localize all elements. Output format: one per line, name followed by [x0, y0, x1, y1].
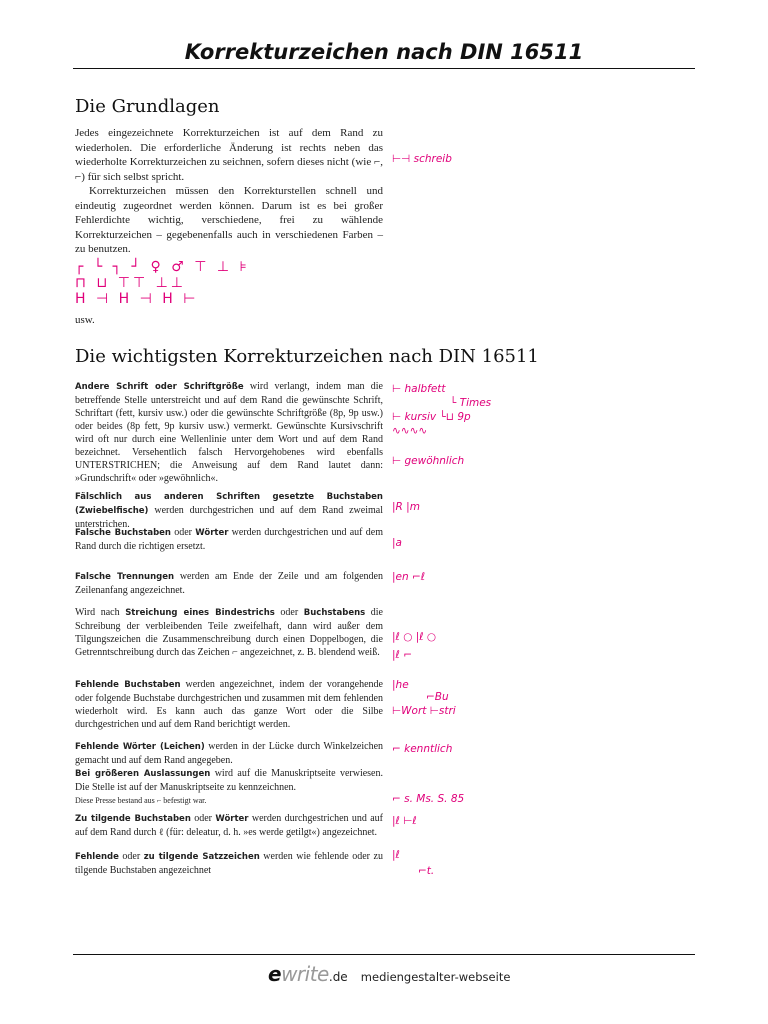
- rule-title: Fehlende Buchstaben: [75, 680, 181, 690]
- header-rule: [73, 38, 695, 69]
- footer-site: mediengestalter-webseite: [360, 970, 511, 984]
- rule-text: Wird nach: [75, 607, 126, 618]
- rule-title: Falsche Buchstaben: [75, 528, 171, 538]
- margin-kursiv: ⊢ kursiv └⊔ 9p: [392, 411, 471, 423]
- rule-title: Wörter: [215, 814, 249, 824]
- rule-text: wird verlangt, indem man die betreffende Stelle unterstreicht und auf dem Rand die gewünschte Schrift, Schriftart (fett, kursiv usw.) oder die gewünschte Schriftgröße (8p, 9p usw.) oder beides (8p fett, 9p kursiv usw.) vermerkt. Gewünschte Kursivschrift wird oft nur durch eine Wellenlinie unter dem Wort und auf dem Rand bezeichnet. Versehentlich falsch Hervorgehobenes wird ebenfalls UNTERSTRICHEN; die Anweisung auf dem Rand lautet dann: »Grundschrift« oder »gewöhnlich«.: [75, 381, 383, 484]
- rule-zwiebelfische: [75, 490, 383, 531]
- rule-text: oder: [274, 607, 304, 618]
- rule-text: werden wie fehlende oder zu tilgende Buchstaben angezeichnet: [75, 851, 383, 876]
- margin-satzzeichen-1: |ℓ: [392, 849, 400, 861]
- rule-text: die Schreibung der verbleibenden Teile zweifelhaft, dann wird außer dem Tilgungszeichen die Zusammenschreibung durch einen Doppelbogen, die Getrenntschreibung durch das Zeichen ⌐ angezeichnet, z. B. blendend weiß.: [75, 607, 383, 658]
- margin-note-schreib: ⊢⊣ schreib: [392, 153, 452, 165]
- rule-andere-schrift: [75, 380, 383, 485]
- margin-zwiebelfische: |R |m: [392, 501, 420, 513]
- symbols-row-2: ⊓ ⊔ ⊤⊤ ⊥⊥: [75, 275, 186, 291]
- rule-bindestrich: [75, 606, 383, 659]
- symbols-row-3: H ⊣ H ⊣ H ⊢: [75, 291, 199, 307]
- rule-title: Fehlende Wörter (Leichen): [75, 742, 205, 752]
- rule-title: Andere Schrift oder Schriftgröße: [75, 382, 244, 392]
- logo-e: e: [268, 962, 282, 986]
- logo-rest: write: [281, 962, 329, 986]
- rule-text: werden angezeichnet, indem der vorangehende oder folgende Buchstabe durchgestrichen und zusammen mit dem fehlenden wiederholt wird. Es kann auch das ganze Wort oder die Silbe durchgestrichen und auf dem Rand berichtigt werden.: [75, 679, 383, 730]
- rule-title: Fehlende: [75, 852, 119, 862]
- grundlagen-para1: Jedes eingezeichnete Korrekturzeichen ist auf dem Rand zu wiederholen. Die erforderliche Änderung ist rechts neben das wiederholte Korrekturzeichen zu seichnen, sofern dieses nicht (wie ⌐, ⌐) für sich selbst spricht.: [75, 127, 383, 183]
- margin-wave: ∿∿∿∿: [392, 425, 428, 437]
- rule-example: Diese Presse bestand aus ⌐ befestigt war.: [75, 796, 207, 805]
- page-title: Korrekturzeichen nach DIN 16511: [184, 40, 584, 64]
- rule-text: werden durchgestrichen und auf dem Rand durch die richtigen ersetzt.: [75, 527, 383, 552]
- margin-bindestrich-2: |ℓ ⌐: [392, 649, 413, 661]
- symbols-row-1: ┌ └ ┐ ┘ ♀ ♂ ⊤ ⊥ ⊧: [75, 259, 250, 275]
- brand-logo: [268, 962, 329, 986]
- rule-falsche-buchstaben: [75, 526, 383, 553]
- rule-title: Bei größeren Auslassungen: [75, 769, 211, 779]
- margin-falsche-buchstaben: |a: [392, 537, 402, 549]
- rule-title: Streichung eines Bindestrichs: [125, 608, 275, 618]
- margin-times: └ Times: [450, 397, 492, 409]
- margin-he: |he: [392, 679, 409, 691]
- margin-ms-s85: ⌐ s. Ms. S. 85: [392, 793, 465, 805]
- rule-text: oder: [170, 527, 196, 538]
- rule-satzzeichen: [75, 850, 383, 877]
- rule-text: werden durchgestrichen und auf dem Rand zweimal unterstrichen.: [75, 505, 383, 530]
- margin-satzzeichen-2: ⌐t.: [418, 865, 435, 877]
- rule-title: Fälschlich aus anderen Schriften gesetzte Buchstaben (Zwiebelfische): [75, 492, 383, 516]
- rule-tilgende-buchstaben: [75, 812, 383, 839]
- rule-text: werden am Ende der Zeile und am folgenden Zeilenanfang angezeichnet.: [75, 571, 383, 596]
- margin-halbfett: ⊢ halbfett: [392, 383, 446, 395]
- rule-text: werden durchgestrichen und auf auf dem Rand durch ℓ (für: deleatur, d. h. »es werde getilgt«) angezeichnet.: [75, 813, 383, 838]
- section-heading-wichtigsten: Die wichtigsten Korrekturzeichen nach DIN 16511: [75, 346, 539, 367]
- margin-bindestrich-1: |ℓ ○ |ℓ ○: [392, 631, 437, 643]
- footer-brand: [268, 962, 510, 986]
- rule-title: zu tilgende Satzzeichen: [143, 852, 260, 862]
- margin-wort: ⊢Wort ⊢stri: [392, 705, 456, 717]
- rule-text: oder: [190, 813, 216, 824]
- logo-tld: .de: [328, 970, 348, 984]
- footer-rule: [73, 954, 695, 955]
- rule-text: wird auf die Manuskriptseite verwiesen. Die Stelle ist auf der Manuskriptseite zu kennzeichnen.: [75, 768, 383, 793]
- margin-deleatur: |ℓ ⊢ℓ: [392, 815, 417, 827]
- margin-trennungen: |en ⌐ℓ: [392, 571, 426, 583]
- rule-title: Falsche Trennungen: [75, 572, 175, 582]
- rule-title: Buchstabens: [303, 608, 366, 618]
- margin-gewoehnlich: ⊢ gewöhnlich: [392, 455, 465, 467]
- margin-kenntlich: ⌐ kenntlich: [392, 743, 453, 755]
- margin-bu: ⌐Bu: [426, 691, 449, 703]
- grundlagen-text: [75, 126, 383, 257]
- usw-text: usw.: [75, 314, 95, 326]
- rule-text: oder: [118, 851, 144, 862]
- grundlagen-para2: Korrekturzeichen müssen den Korrekturstellen schnell und eindeutig zugeordnet werden können. Darum ist es bei großer Fehlerdichte wichtig, verschiedene, frei zu wählende Korrekturzeichen – gegebenenfalls auch in verschiedenen Farben – zu benutzen.: [75, 185, 383, 255]
- rule-title: Wörter: [195, 528, 229, 538]
- section-heading-grundlagen: Die Grundlagen: [75, 96, 220, 117]
- rule-text: werden in der Lücke durch Winkelzeichen gemacht und auf dem Rand angegeben.: [75, 741, 384, 766]
- rule-title: Zu tilgende Buchstaben: [75, 814, 191, 824]
- rule-fehlende-buchstaben: [75, 678, 383, 731]
- rule-fehlende-woerter: [75, 740, 383, 807]
- rule-falsche-trennungen: [75, 570, 383, 597]
